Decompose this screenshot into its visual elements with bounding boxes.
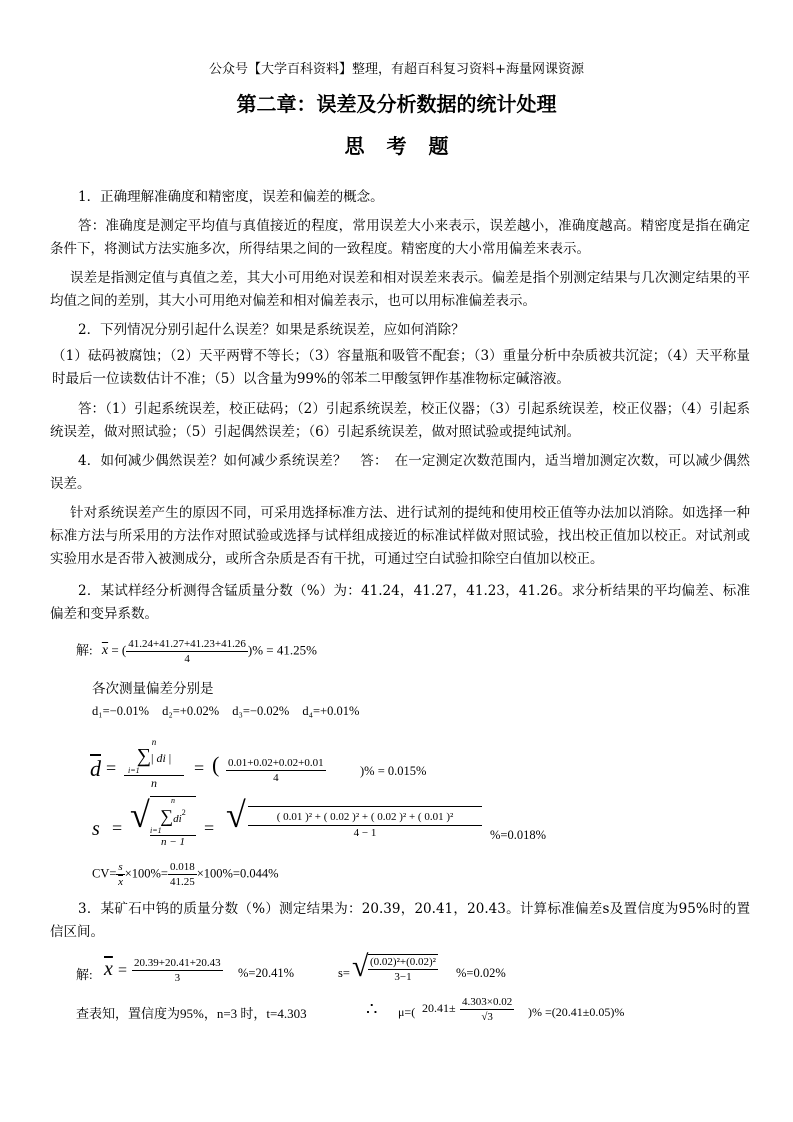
deviation-intro: 各次测量偏差分别是	[92, 681, 214, 697]
sd2-result: %=0.02%	[456, 966, 506, 980]
table-lookup-text: 查表知，置信度为95%，n=3 时，t=4.303	[76, 1006, 307, 1021]
mean-result: )% = 41.25%	[247, 642, 317, 658]
section-subtitle: 思考题	[344, 134, 471, 158]
mu-denominator: √3	[481, 1011, 493, 1023]
question-5: 2．某试样经分析测得含锰质量分数（%）为：41.24，41.27，41.23，41.26。求分析结果的平均偏差、标准偏差和变异系数。	[50, 583, 750, 622]
deviation-d2: d₂=+0.02%	[162, 704, 220, 718]
page-header: 公众号【大学百科资料】整理，有超百科复习资料+海量网课资源	[209, 62, 584, 77]
question-4: 4．如何减少偶然误差？如何减少系统误差？ 答： 在一定测定次数范围内，适当增加测定次数，可以减少偶然误差。	[50, 453, 750, 492]
std-dev-result: %=0.018%	[490, 828, 546, 842]
avg-dev-result: )% = 0.015%	[360, 764, 427, 778]
deviation-d4: d₄=+0.01%	[302, 704, 360, 718]
question-1: 1．正确理解准确度和精密度，误差和偏差的概念。	[78, 189, 384, 205]
solution-2-mean-and-sd: 解: $\overline{x}$ = $\frac{20.39+20.41+20.43}{3}$ %=20.41% s= √ $\frac{\text{(0.02)²+(0.02)²}}{3-1}$ %=0.02%	[76, 950, 506, 984]
sd2-denominator: 3−1	[394, 971, 412, 983]
cv-denominator: 41.25	[169, 876, 195, 888]
therefore-symbol: ∴	[366, 999, 378, 1019]
solution-label: 解:	[76, 642, 93, 658]
deviation-d3: d₃=−0.02%	[232, 704, 290, 718]
std-dev-numerator: ( 0.01 )² + ( 0.02 )² + ( 0.02 )² + ( 0.01 )²	[248, 809, 482, 826]
deviation-list	[92, 704, 359, 719]
confidence-interval-result: )% =(20.41±0.05)%	[528, 1005, 625, 1019]
solution-1-mean: 解: $\overline{x}$ = ( $\frac{41.24+41.27+41.23+41.26}{4}$ )% = 41.25%	[76, 638, 317, 665]
avg-dev-denominator: 4	[273, 772, 279, 784]
answer-1-error: 误差是指测定值与真值之差，其大小可用绝对误差和相对误差来表示。偏差是指个别测定结果与几次测定结果的平均值之间的差别，其大小可用绝对偏差和相对偏差表示，也可以用标准偏差表示。	[50, 270, 750, 309]
mu-numerator: 4.303×0.02	[462, 996, 513, 1008]
mean-denominator: 4	[184, 653, 190, 665]
answer-1-accuracy: 答：准确度是测定平均值与真值接近的程度，常用误差大小来表示，误差越小，准确度越高。精密度是指在确定条件下，将测试方法实施多次，所得结果之间的一致程度。精密度的大小常用偏差来表示。	[50, 218, 750, 257]
coefficient-of-variation: CV= $\frac{s}{x}$ ×100%= $\frac{0.018}{41.25}$ ×100%=0.044%	[92, 861, 279, 888]
std-dev-denominator: 4 − 1	[353, 827, 377, 839]
cv-result: ×100%=0.044%	[196, 866, 279, 881]
question-2-list: （1）砝码被腐蚀；（2）天平两臂不等长；（3）容量瓶和吸管不配套；（3）重量分析中杂质被共沉淀；（4）天平称量时最后一位读数估计不准；（5）以含量为99%的邻苯二甲酸氢钾作基准物标定碱溶液。	[52, 348, 750, 387]
cv-numerator: 0.018	[169, 861, 195, 873]
question-6: 3．某矿石中钨的质量分数（%）测定结果为：20.39，20.41，20.43。计算标准偏差s及置信度为95%时的置信区间。	[50, 901, 750, 940]
chapter-title: 第二章：误差及分析数据的统计处理	[236, 92, 557, 116]
mean2-denominator: 3	[174, 972, 181, 984]
avg-dev-numerator: 0.01+0.02+0.02+0.01	[228, 757, 324, 769]
sd2-numerator: (0.02)²+(0.02)²	[370, 956, 436, 968]
mean2-result: %=20.41%	[238, 966, 294, 980]
mean-numerator: 41.24+41.27+41.23+41.26	[128, 638, 246, 650]
mean2-numerator: 20.39+20.41+20.43	[134, 957, 221, 969]
confidence-interval: 查表知，置信度为95%，n=3 时，t=4.303 ∴ μ=( 20.41± $\frac{4.303\times 0.02}{√3}$ )% =(20.41±0.05)%	[76, 996, 625, 1023]
deviation-d1: d₁=−0.01%	[92, 704, 149, 718]
answer-4-system-error: 针对系统误差产生的原因不同，可采用选择标准方法、进行试剂的提纯和使用校正值等办法加以消除。如选择一种标准方法与所采用的方法作对照试验或选择与试样组成接近的标准试样做对照试验，找出校正值加以校正。对试剂或实验用水是否带入被测成分，或所含杂质是否有干扰，可通过空白试验扣除空白值加以校正。	[50, 505, 750, 567]
answer-2: 答：（1）引起系统误差，校正砝码；（2）引起系统误差，校正仪器；（3）引起系统误差，校正仪器；（4）引起系统误差，做对照试验；（5）引起偶然误差；（6）引起系统误差，做对照试验或提纯试剂。	[50, 401, 750, 440]
question-2: 2．下列情况分别引起什么误差？如果是系统误差，应如何消除？	[78, 322, 465, 338]
